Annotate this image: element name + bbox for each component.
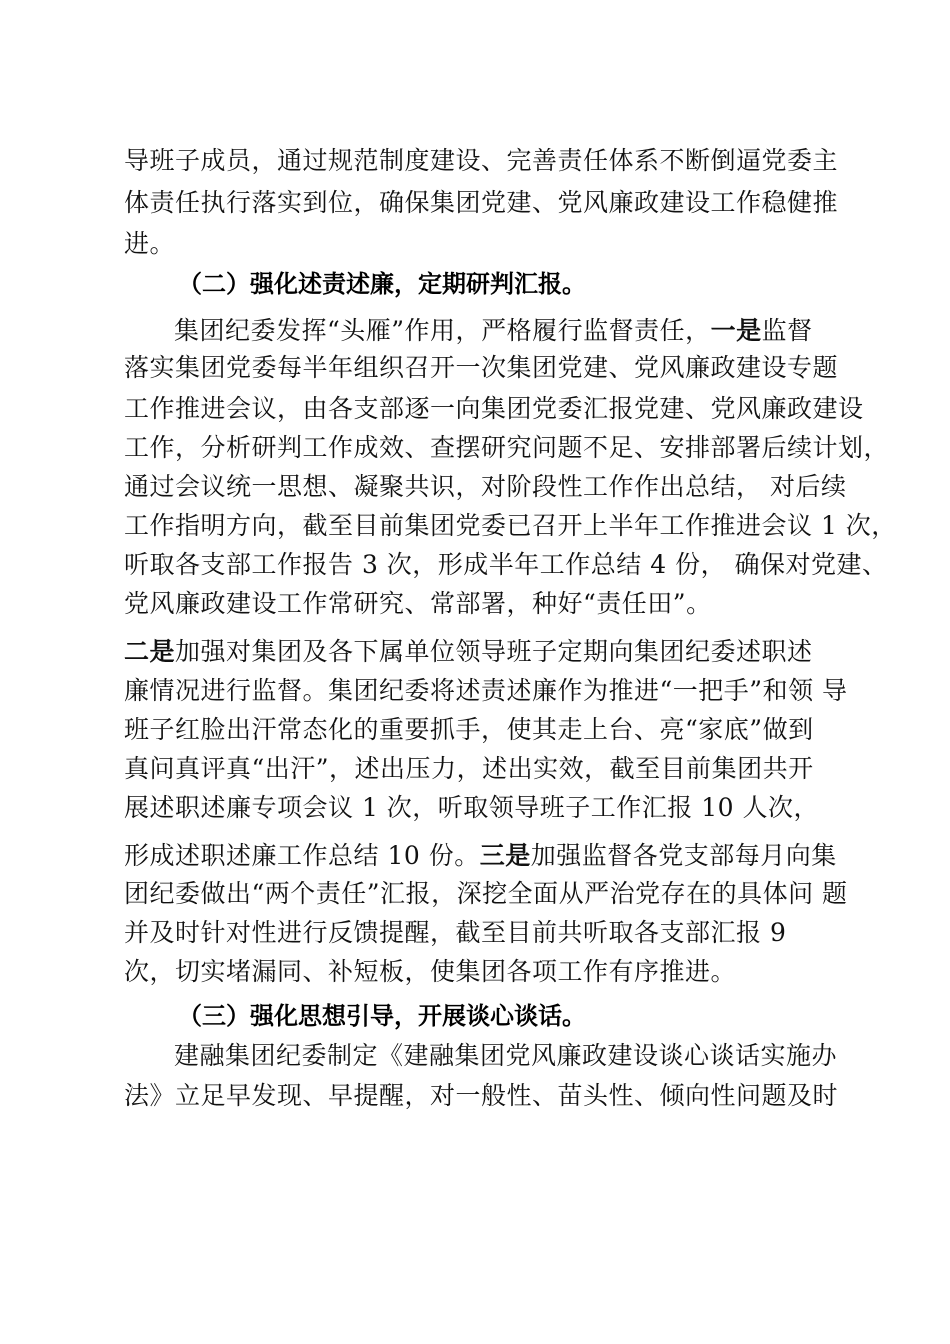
paragraph-line xyxy=(174,315,813,347)
emphasis-text: 二是 xyxy=(124,637,176,666)
paragraph-line: 真问真评真“出汗”，述出压力，述出实效，截至目前集团共开 xyxy=(124,754,814,783)
section-heading: （二）强化述责述廉，定期研判汇报。 xyxy=(178,270,586,298)
paragraph-text: 监督 xyxy=(761,316,813,345)
emphasis-text: 一是 xyxy=(710,316,762,345)
paragraph-line xyxy=(124,840,837,872)
paragraph-line: 并及时针对性进行反馈提醒，截至目前共听取各支部汇报 9 xyxy=(124,918,787,947)
paragraph-text: 集团纪委发挥“头雁”作用，严格履行监督责任， xyxy=(174,316,711,345)
paragraph-line: 建融集团纪委制定《建融集团党风廉政建设谈心谈话实施办 xyxy=(174,1041,838,1070)
paragraph-line: 听取各支部工作报告 3 次，形成半年工作总结 4 份， 确保对党建、 xyxy=(124,550,888,579)
paragraph-line: 次，切实堵漏同、补短板，使集团各项工作有序推进。 xyxy=(124,957,737,986)
paragraph-line xyxy=(124,636,813,668)
paragraph-line: 党风廉政建设工作常研究、常部署，种好“责任田”。 xyxy=(124,589,712,618)
paragraph-line: 体责任执行落实到位，确保集团党建、党风廉政建设工作稳健推 xyxy=(124,188,839,217)
paragraph-line: 法》立足早发现、早提醒，对一般性、苗头性、倾向性问题及时 xyxy=(124,1081,839,1110)
section-heading: （三）强化思想引导，开展谈心谈话。 xyxy=(178,1002,586,1030)
paragraph-line: 通过会议统一思想、凝聚共识，对阶段性工作作出总结， 对后续 xyxy=(124,472,847,501)
paragraph-text: 加强监督各党支部每月向集 xyxy=(530,841,837,870)
paragraph-line: 落实集团党委每半年组织召开一次集团党建、党风廉政建设专题 xyxy=(124,353,839,382)
paragraph-line: 进。 xyxy=(124,229,176,258)
paragraph-text: 形成述职述廉工作总结 10 份。 xyxy=(124,841,480,870)
paragraph-line: 导班子成员，通过规范制度建设、完善责任体系不断倒逼党委主 xyxy=(124,146,839,175)
paragraph-line: 班子红脸出汗常态化的重要抓手，使其走上台、亮“家底”做到 xyxy=(124,715,814,744)
paragraph-text: 加强对集团及各下属单位领导班子定期向集团纪委述职述 xyxy=(175,637,813,666)
paragraph-line: 廉情况进行监督。集团纪委将述责述廉作为推进“一把手”和领 导 xyxy=(124,676,848,705)
paragraph-line: 工作指明方向，截至目前集团党委已召开上半年工作推进会议 1 次， xyxy=(124,511,897,540)
paragraph-line: 工作推进会议，由各支部逐一向集团党委汇报党建、党风廉政建设 xyxy=(124,394,864,423)
paragraph-line: 工作，分析研判工作成效、查摆研究问题不足、安排部署后续计划， xyxy=(124,433,890,462)
emphasis-text: 三是 xyxy=(479,841,531,870)
paragraph-line: 展述职述廉专项会议 1 次，听取领导班子工作汇报 10 人次， xyxy=(124,793,820,822)
paragraph-line: 团纪委做出“两个责任”汇报，深挖全面从严治党存在的具体问 题 xyxy=(124,879,848,908)
